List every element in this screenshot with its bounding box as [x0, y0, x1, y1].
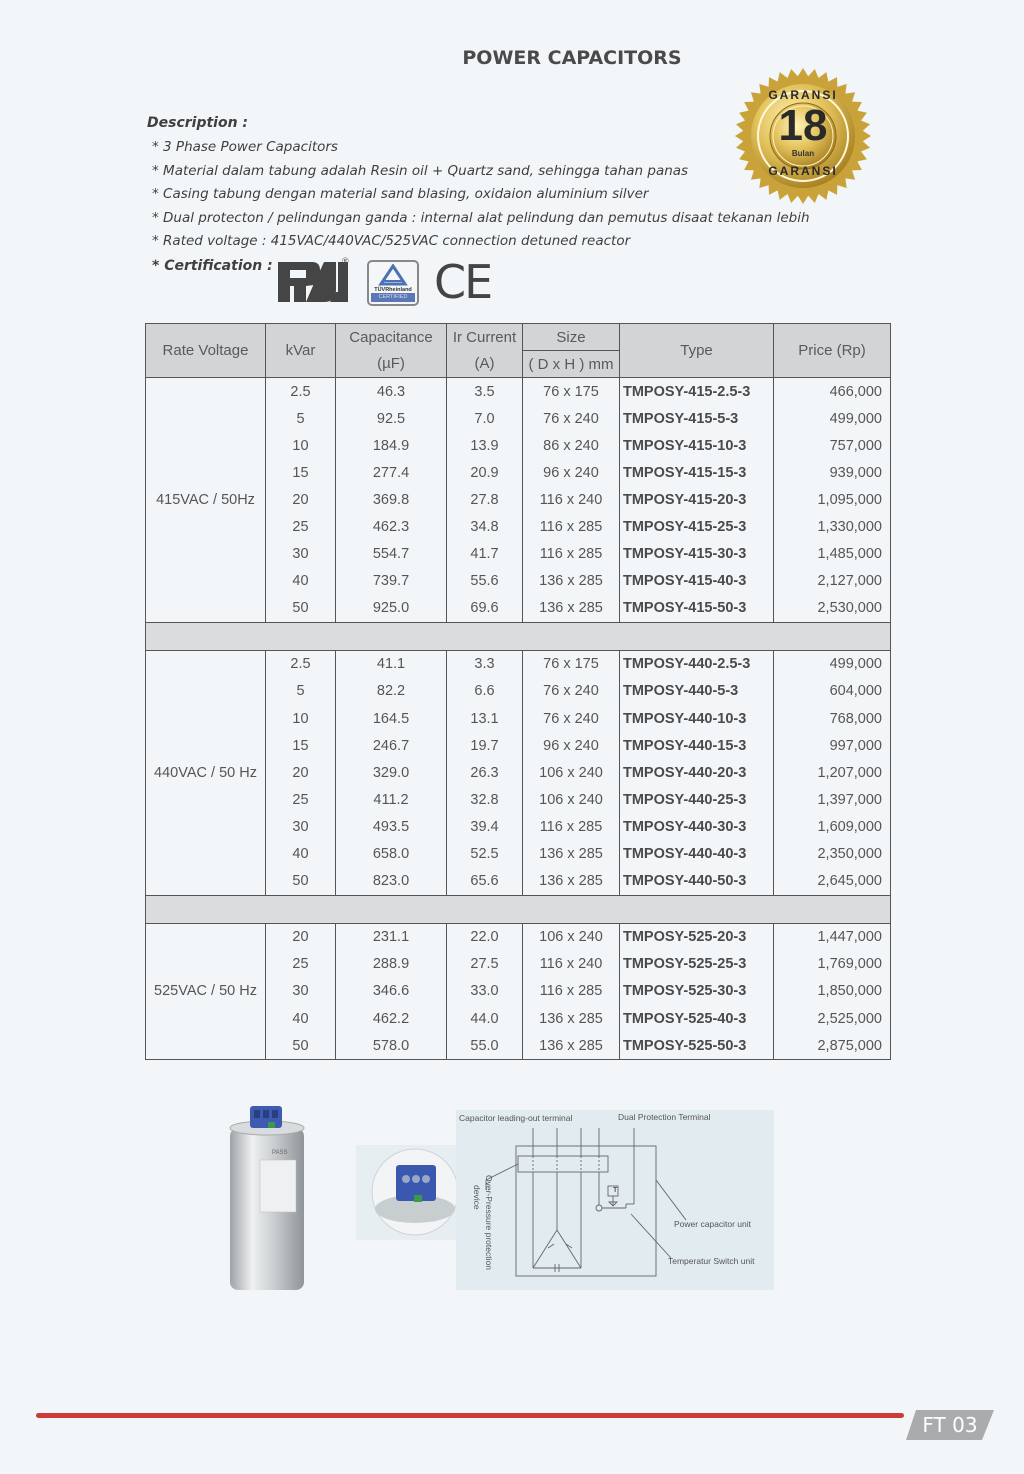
description-block [147, 115, 810, 254]
rate-voltage-cell: 440VAC / 50 Hz [146, 650, 266, 895]
description-heading: Description : [147, 115, 249, 131]
capacitance-cell: 184.9 [336, 432, 447, 459]
kvar-cell: 5 [266, 678, 336, 705]
seal-top-text: GARANSI [768, 88, 838, 102]
type-cell: TMPOSY-525-30-3 [620, 978, 774, 1005]
header-size-unit: ( D x H ) mm [523, 351, 620, 378]
capacitance-cell: 578.0 [336, 1032, 447, 1060]
header-type: Type [620, 324, 774, 378]
current-cell: 55.6 [447, 568, 523, 595]
label-t-symbol: T [613, 1187, 618, 1194]
current-cell: 32.8 [447, 786, 523, 813]
size-cell: 116 x 240 [523, 951, 620, 978]
price-cell: 2,350,000 [774, 841, 891, 868]
seal-bottom-text: GARANSI [768, 164, 838, 178]
capacitor-brand-label: PASS [272, 1150, 288, 1156]
type-cell: TMPOSY-415-50-3 [620, 595, 774, 623]
kvar-cell: 15 [266, 732, 336, 759]
price-cell: 2,645,000 [774, 868, 891, 896]
type-cell: TMPOSY-415-2.5-3 [620, 378, 774, 406]
capacitance-cell: 658.0 [336, 841, 447, 868]
type-cell: TMPOSY-525-50-3 [620, 1032, 774, 1060]
current-cell: 55.0 [447, 1032, 523, 1060]
price-cell: 2,875,000 [774, 1032, 891, 1060]
kvar-cell: 30 [266, 978, 336, 1005]
current-cell: 13.1 [447, 705, 523, 732]
tuv-logo-icon [367, 260, 419, 306]
label-over-pressure-device: device [472, 1185, 482, 1210]
kvar-cell: 20 [266, 486, 336, 513]
kvar-cell: 10 [266, 432, 336, 459]
size-cell: 106 x 240 [523, 923, 620, 951]
header-current-unit: (A) [447, 351, 523, 378]
current-cell: 13.9 [447, 432, 523, 459]
header-capacitance: Capacitance [336, 324, 447, 351]
price-cell: 757,000 [774, 432, 891, 459]
description-line: * Casing tabung dengan material sand blasing, oxidaion aluminium silver [152, 186, 649, 202]
price-cell: 1,095,000 [774, 486, 891, 513]
current-cell: 27.8 [447, 486, 523, 513]
current-cell: 3.5 [447, 378, 523, 406]
size-cell: 116 x 285 [523, 541, 620, 568]
price-cell: 939,000 [774, 459, 891, 486]
type-cell: TMPOSY-415-5-3 [620, 405, 774, 432]
kvar-cell: 40 [266, 841, 336, 868]
warranty-seal-icon [730, 66, 876, 206]
price-cell: 1,207,000 [774, 759, 891, 786]
size-cell: 76 x 175 [523, 650, 620, 678]
capacitance-cell: 82.2 [336, 678, 447, 705]
label-temp-switch: Temperatur Switch unit [668, 1256, 755, 1266]
label-dual-protection: Dual Protection Terminal [618, 1112, 711, 1122]
type-cell: TMPOSY-440-40-3 [620, 841, 774, 868]
description-line: * Dual protecton / pelindungan ganda : internal alat pelindung dan pemutus disaat tekanan lebih [152, 209, 810, 226]
capacitance-cell: 231.1 [336, 923, 447, 951]
current-cell: 26.3 [447, 759, 523, 786]
size-cell: 76 x 240 [523, 678, 620, 705]
tuv-name: TÜVRheinland [374, 287, 412, 293]
rate-voltage-cell: 415VAC / 50Hz [146, 378, 266, 623]
header-size: Size [523, 324, 620, 351]
price-cell: 1,769,000 [774, 951, 891, 978]
capacitance-cell: 369.8 [336, 486, 447, 513]
size-cell: 86 x 240 [523, 432, 620, 459]
price-cell: 2,525,000 [774, 1005, 891, 1032]
tuv-certified: CERTIFIED [371, 293, 415, 302]
capacitor-photo [224, 1102, 310, 1298]
capacitance-cell: 288.9 [336, 951, 447, 978]
kvar-cell: 50 [266, 868, 336, 896]
kvar-cell: 20 [266, 759, 336, 786]
type-cell: TMPOSY-440-30-3 [620, 813, 774, 840]
type-cell: TMPOSY-440-25-3 [620, 786, 774, 813]
size-cell: 136 x 285 [523, 1005, 620, 1032]
capacitance-cell: 925.0 [336, 595, 447, 623]
kvar-cell: 25 [266, 513, 336, 540]
capacitance-cell: 411.2 [336, 786, 447, 813]
capacitance-cell: 277.4 [336, 459, 447, 486]
price-cell: 2,530,000 [774, 595, 891, 623]
rate-voltage-cell: 525VAC / 50 Hz [146, 923, 266, 1059]
kvar-cell: 25 [266, 786, 336, 813]
size-cell: 136 x 285 [523, 1032, 620, 1060]
kvar-cell: 10 [266, 705, 336, 732]
separator-cell [146, 895, 891, 923]
capacitance-cell: 329.0 [336, 759, 447, 786]
size-cell: 116 x 285 [523, 513, 620, 540]
capacitance-cell: 164.5 [336, 705, 447, 732]
page-number: FT 03 [922, 1413, 978, 1437]
capacitance-cell: 554.7 [336, 541, 447, 568]
ul-logo-icon [276, 258, 352, 306]
kvar-cell: 2.5 [266, 650, 336, 678]
price-cell: 1,447,000 [774, 923, 891, 951]
current-cell: 44.0 [447, 1005, 523, 1032]
current-cell: 20.9 [447, 459, 523, 486]
price-cell: 499,000 [774, 405, 891, 432]
size-cell: 136 x 285 [523, 841, 620, 868]
table-row [146, 923, 891, 951]
header-rate-voltage: Rate Voltage [146, 324, 266, 378]
header-price: Price (Rp) [774, 324, 891, 378]
kvar-cell: 50 [266, 595, 336, 623]
price-cell: 1,485,000 [774, 541, 891, 568]
kvar-cell: 50 [266, 1032, 336, 1060]
size-cell: 76 x 240 [523, 705, 620, 732]
price-cell: 499,000 [774, 650, 891, 678]
size-cell: 106 x 240 [523, 759, 620, 786]
price-table [145, 323, 891, 1060]
wiring-diagram [456, 1110, 774, 1290]
size-cell: 96 x 240 [523, 459, 620, 486]
type-cell: TMPOSY-440-10-3 [620, 705, 774, 732]
type-cell: TMPOSY-525-25-3 [620, 951, 774, 978]
type-cell: TMPOSY-525-20-3 [620, 923, 774, 951]
type-cell: TMPOSY-415-40-3 [620, 568, 774, 595]
capacitance-cell: 462.2 [336, 1005, 447, 1032]
price-cell: 466,000 [774, 378, 891, 406]
size-cell: 116 x 240 [523, 486, 620, 513]
kvar-cell: 30 [266, 541, 336, 568]
price-cell: 1,397,000 [774, 786, 891, 813]
label-power-unit: Power capacitor unit [674, 1219, 752, 1229]
header-capacitance-unit: (µF) [336, 351, 447, 378]
price-cell: 1,850,000 [774, 978, 891, 1005]
table-row [146, 378, 891, 406]
type-cell: TMPOSY-415-10-3 [620, 432, 774, 459]
footer-accent-line [36, 1413, 904, 1418]
current-cell: 19.7 [447, 732, 523, 759]
table-row [146, 650, 891, 678]
kvar-cell: 20 [266, 923, 336, 951]
page-number-tag [906, 1410, 994, 1440]
current-cell: 65.6 [447, 868, 523, 896]
size-cell: 136 x 285 [523, 568, 620, 595]
seal-unit: Bulan [791, 149, 815, 158]
current-cell: 33.0 [447, 978, 523, 1005]
price-cell: 1,330,000 [774, 513, 891, 540]
type-cell: TMPOSY-415-15-3 [620, 459, 774, 486]
certification-row [152, 258, 273, 274]
kvar-cell: 15 [266, 459, 336, 486]
type-cell: TMPOSY-525-40-3 [620, 1005, 774, 1032]
capacitance-cell: 823.0 [336, 868, 447, 896]
type-cell: TMPOSY-415-20-3 [620, 486, 774, 513]
capacitance-cell: 462.3 [336, 513, 447, 540]
size-cell: 106 x 240 [523, 786, 620, 813]
kvar-cell: 25 [266, 951, 336, 978]
type-cell: TMPOSY-415-25-3 [620, 513, 774, 540]
current-cell: 41.7 [447, 541, 523, 568]
type-cell: TMPOSY-440-2.5-3 [620, 650, 774, 678]
type-cell: TMPOSY-440-5-3 [620, 678, 774, 705]
label-capacitor-terminal: Capacitor leading-out terminal [459, 1113, 573, 1123]
description-line: * Material dalam tabung adalah Resin oil + Quartz sand, sehingga tahan panas [152, 162, 689, 179]
header-kvar: kVar [266, 324, 336, 378]
capacitance-cell: 92.5 [336, 405, 447, 432]
type-cell: TMPOSY-440-15-3 [620, 732, 774, 759]
current-cell: 7.0 [447, 405, 523, 432]
description-line: * Rated voltage : 415VAC/440VAC/525VAC connection detuned reactor [152, 233, 631, 249]
price-cell: 2,127,000 [774, 568, 891, 595]
current-cell: 39.4 [447, 813, 523, 840]
price-cell: 604,000 [774, 678, 891, 705]
group-separator-row [146, 622, 891, 650]
capacitance-cell: 493.5 [336, 813, 447, 840]
kvar-cell: 30 [266, 813, 336, 840]
current-cell: 6.6 [447, 678, 523, 705]
separator-cell [146, 622, 891, 650]
price-cell: 997,000 [774, 732, 891, 759]
group-separator-row [146, 895, 891, 923]
current-cell: 22.0 [447, 923, 523, 951]
kvar-cell: 2.5 [266, 378, 336, 406]
certification-label: * Certification : [152, 258, 273, 274]
page-title: POWER CAPACITORS [462, 47, 682, 69]
size-cell: 116 x 285 [523, 813, 620, 840]
terminal-closeup-photo [370, 1147, 460, 1237]
capacitance-cell: 41.1 [336, 650, 447, 678]
current-cell: 34.8 [447, 513, 523, 540]
capacitance-cell: 346.6 [336, 978, 447, 1005]
size-cell: 116 x 285 [523, 978, 620, 1005]
current-cell: 27.5 [447, 951, 523, 978]
price-cell: 768,000 [774, 705, 891, 732]
size-cell: 136 x 285 [523, 868, 620, 896]
capacitance-cell: 46.3 [336, 378, 447, 406]
description-line: * 3 Phase Power Capacitors [152, 139, 338, 155]
current-cell: 52.5 [447, 841, 523, 868]
capacitance-cell: 246.7 [336, 732, 447, 759]
size-cell: 76 x 240 [523, 405, 620, 432]
kvar-cell: 5 [266, 405, 336, 432]
current-cell: 69.6 [447, 595, 523, 623]
size-cell: 76 x 175 [523, 378, 620, 406]
size-cell: 136 x 285 [523, 595, 620, 623]
type-cell: TMPOSY-415-30-3 [620, 541, 774, 568]
current-cell: 3.3 [447, 650, 523, 678]
ul-registered-mark: ® [342, 256, 349, 266]
label-over-pressure: Over-Pressure protection [484, 1175, 494, 1270]
type-cell: TMPOSY-440-50-3 [620, 868, 774, 896]
price-cell: 1,609,000 [774, 813, 891, 840]
capacitance-cell: 739.7 [336, 568, 447, 595]
size-cell: 96 x 240 [523, 732, 620, 759]
seal-number: 18 [778, 101, 828, 150]
ce-logo-icon: CE [434, 255, 492, 309]
kvar-cell: 40 [266, 568, 336, 595]
kvar-cell: 40 [266, 1005, 336, 1032]
type-cell: TMPOSY-440-20-3 [620, 759, 774, 786]
header-current: Ir Current [447, 324, 523, 351]
